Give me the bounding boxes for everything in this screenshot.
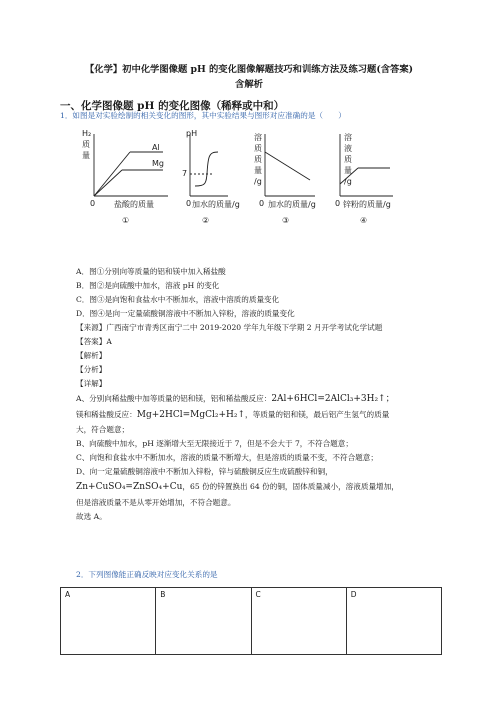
title-line-1: 【化学】初中化学图像题 pH 的变化图像解题技巧和训练方法及练习题(含答案) (84, 64, 414, 75)
explanation-d-tail: ，65 份的锌置换出 64 份的铜，固体质量减小，溶液质量增加， (182, 482, 399, 491)
explanation-a-line-1 (76, 393, 395, 405)
explanation-d-line-1: D、向一定量硫酸铜溶液中不断加入锌粉，锌与硫酸铜反应生成硫酸锌和铜， (76, 467, 333, 476)
graph1-xlabel: 盐酸的质量 (114, 200, 154, 209)
graph4-number: ④ (360, 216, 368, 225)
graph2-origin: 0 (186, 199, 192, 208)
option-b: B．图②是向硫酸中加水，溶液 pH 的变化 (76, 281, 220, 290)
title-line-2: 含解析 (235, 79, 263, 90)
equation-zn-cuso4: Zn+CuSO₄=ZnSO₄+Cu (76, 482, 183, 492)
graph3-ylabel-4: 量 (254, 166, 262, 175)
q2-option-d-cell: D (346, 588, 441, 655)
explanation-d-line-2 (76, 481, 399, 493)
graph1-ylabel-3: 量 (82, 151, 90, 160)
explanation-a-line-3: 大，符合题意； (76, 425, 130, 434)
detail-heading: 【详解】 (76, 379, 107, 388)
graph3-ylabel-1: 溶 (254, 133, 262, 142)
graph3-ylabel-5: /g (254, 177, 262, 186)
graph1-origin: 0 (90, 199, 96, 208)
equation-al-hcl: 2Al+6HCl=2AlCl₃+3H₂↑； (271, 394, 395, 404)
explanation-b: B、向硫酸中加水，pH 逐渐增大至无限接近于 7，但是不会大于 7，不符合题意； (76, 439, 353, 448)
graph1-al-label: Al (152, 143, 160, 152)
question-2-stem: 2．下列图像能正确反映对应变化关系的是 (76, 570, 218, 579)
q2-option-a-cell: A (61, 588, 156, 655)
section-heading: 一、化学图像题 pH 的变化图像（稀释或中和） (60, 100, 285, 112)
answer: 【答案】A (76, 337, 112, 346)
equation-mg-hcl: Mg+2HCl=MgCl₂+H₂↑ (136, 410, 246, 420)
graph4-xlabel: 锌粉的质量/g (343, 200, 391, 209)
explanation-c: C、向饱和食盐水中不断加水，溶液的质量不断增大，但是溶质的质量不变，不符合题意； (76, 453, 378, 462)
question-1-graphs (78, 126, 423, 231)
q2-option-b-cell: B (156, 588, 251, 655)
option-a: A．图①分别向等质量的铝和镁中加入稀盐酸 (76, 267, 226, 276)
fenxi-heading: 【分析】 (76, 365, 107, 374)
graph1-ylabel-2: 质 (82, 140, 90, 149)
graph2-seven: 7 (182, 169, 188, 178)
graph2-xlabel: 加水的质量/g (192, 200, 240, 209)
explanation-mg-tail: ，等质量的铝和镁，最后铝产生氢气的质量 (245, 410, 390, 419)
question-2-options-table (60, 587, 442, 655)
graph4-origin: 0 (335, 199, 341, 208)
graph3-origin: 0 (259, 199, 265, 208)
graph2-ylabel: pH (186, 129, 198, 138)
graph1-ylabel-1: H₂ (82, 129, 92, 138)
analysis-heading: 【解析】 (76, 351, 107, 360)
graph4-ylabel-1: 溶 (344, 133, 352, 142)
source-note: 【来源】广西南宁市青秀区南宁二中 2019-2020 学年九年级下学期 2 月开学考试化学试题 (76, 323, 383, 332)
explanation-d-line-3: 但是溶液质量不是从零开始增加，不符合题意。 (76, 498, 236, 507)
graph3-xlabel: 加水的质量/g (268, 200, 316, 209)
graph3-ylabel-3: 质 (254, 155, 262, 164)
graph1-number: ① (122, 216, 130, 225)
explanation-a-line-2 (76, 409, 389, 421)
graph4-ylabel-3: 质 (344, 155, 352, 164)
graph1-mg-label: Mg (152, 159, 164, 168)
explanation-mg-text: 镁和稀盐酸反应： (76, 410, 137, 419)
graph4-ylabel-5: /g (344, 177, 352, 186)
graph3-ylabel-2: 质 (254, 144, 262, 153)
q2-option-c-cell: C (251, 588, 346, 655)
graph2-number: ② (202, 216, 210, 225)
option-d: D．图④是向一定量硫酸铜溶液中不断加入锌粉，溶液的质量变化 (76, 309, 295, 318)
document-title (60, 62, 438, 92)
graph3-number: ③ (282, 216, 290, 225)
graph4-ylabel-2: 液 (344, 144, 352, 153)
conclusion: 故选 A。 (76, 512, 107, 521)
explanation-a-text: A、分别向稀盐酸中加等质量的铝和镁，铝和稀盐酸反应： (76, 394, 272, 403)
option-c: C．图③是向饱和食盐水中不断加水，溶液中溶质的质量变化 (76, 295, 280, 304)
question-1-stem: 1．如图是对实验绘制的相关变化的图形，其中实验结果与图形对应准确的是（ ） (60, 111, 346, 120)
graph4-ylabel-4: 量 (344, 166, 352, 175)
